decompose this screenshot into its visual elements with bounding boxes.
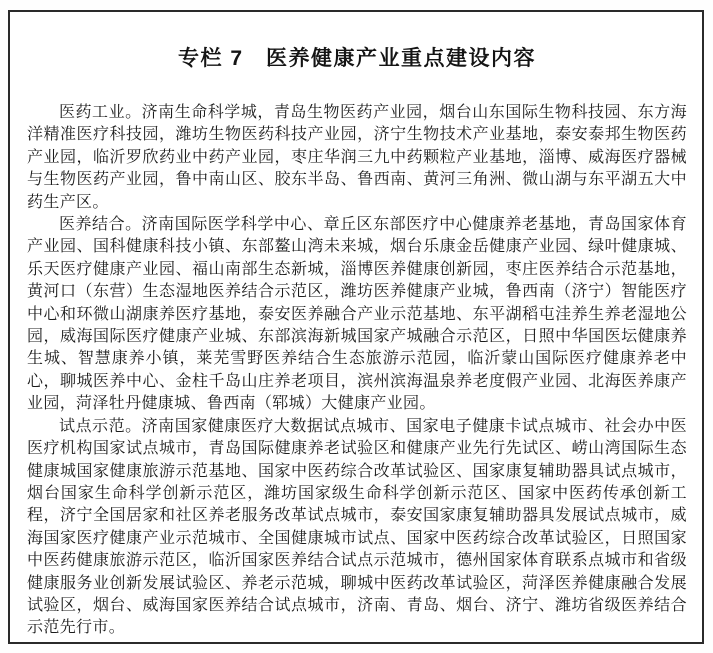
paragraph-medical-care-integration: 医养结合。济南国际医学科学中心、章丘区东部医疗中心健康养老基地，青岛国家体育产业园、国科健康科技小镇、东部鳌山湾未来城，烟台乐康金岳健康产业园、绿叶健康城、乐天医疗健康产业园、福山南部生态新城，淄博医养健康创新园，枣庄医养结合示范基地，黄河口（东营）生态湿地医养结合示范区，潍坊医养健康产业城，鲁西南（济宁）智能医疗中心和环微山湖康养医疗基地，泰安医养融合产业示范基地、东平湖稻屯洼养生养老湿地公园，威海国际医疗健康产业城、东部滨海新城国家产城融合示范区，日照中华国医坛健康养生城、智慧康养小镇，莱芜雪野医养结合生态旅游示范园，临沂蒙山国际医疗健康养老中心，聊城医养中心、金柱千岛山庄养老项目，滨州滨海温泉养老度假产业园、北海医养康产业园，菏泽牡丹健康城、鲁西南（郓城）大健康产业园。	[27, 216, 687, 413]
paragraph-pharma-industry: 医药工业。济南生命科学城，青岛生物医药产业园，烟台山东国际生物科技园、东方海洋精准医疗科技园，潍坊生物医药科技产业园，济宁生物技术产业基地，泰安泰邦生物医药产业园，临沂罗欣药业中药产业园，枣庄华润三九中药颗粒产业基地，淄博、威海医疗器械与生物医药产业园，鲁中南山区、胶东半岛、鲁西南、黄河三角洲、微山湖与东平湖五大中药生产区。	[27, 104, 687, 211]
box-title: 专栏 7 医养健康产业重点建设内容	[177, 47, 536, 70]
column-7-box	[8, 10, 704, 644]
paragraph-pilot-demonstration: 试点示范。济南国家健康医疗大数据试点城市、国家电子健康卡试点城市、社会办中医医疗机构国家试点城市，青岛国际健康养老试验区和健康产业先行先试区、崂山湾国际生态健康城国家健康旅游示范基地、国家中医药综合改革试验区、国家康复辅助器具试点城市，烟台国家生命科学创新示范区，潍坊国家级生命科学创新示范区、国家中医药传承创新工程，济宁全国居家和社区养老服务改革试点城市，泰安国家康复辅助器具发展试点城市，威海国家医疗健康产业示范城市、全国健康城市试点、国家中医药综合改革试验区，日照国家中医药健康旅游示范区，临沂国家医养结合试点示范城市，德州国家体育联系点城市和省级健康服务业创新发展试验区、养老示范城，聊城中医药改革试验区，菏泽医养健康融合发展试验区，烟台、威海国家医养结合试点城市，济南、青岛、烟台、济宁、潍坊省级医养结合示范先行市。	[27, 417, 687, 637]
box-body	[27, 102, 687, 640]
